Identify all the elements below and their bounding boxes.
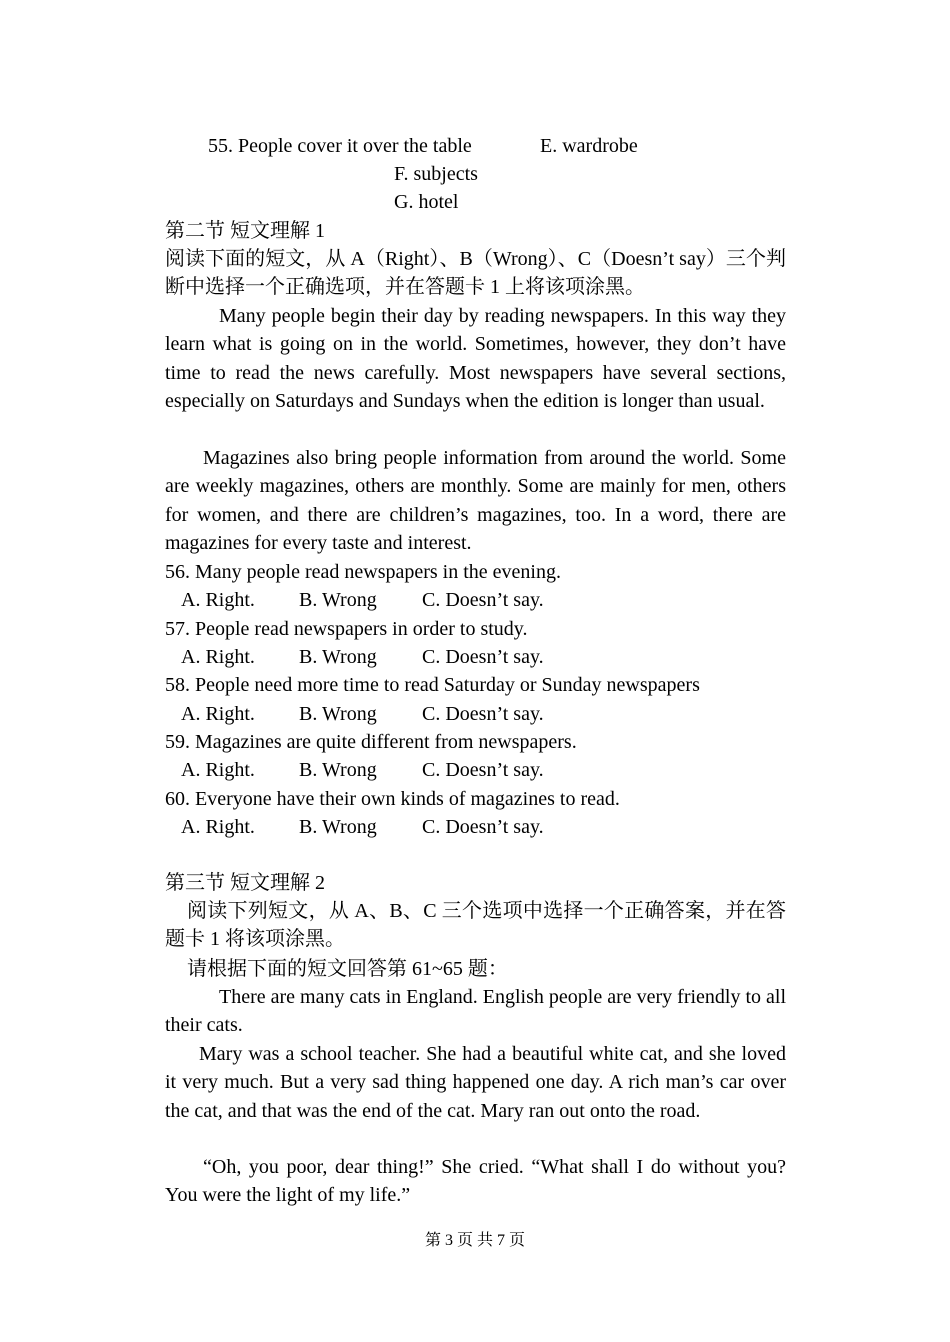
question-57: 57. People read newspapers in order to study. <box>165 618 528 640</box>
page-footer: 第 3 页 共 7 页 <box>424 1232 525 1249</box>
passage-1-paragraph-1: Many people begin their day by reading newspapers. In this way they learn what is going on in the world. Sometimes, however, they don’t have time to read the news carefully. Most newspapers have several sections, especially on Saturdays and Sundays when the edition is longer than usual. <box>165 305 786 413</box>
section-3-title: 第三节 短文理解 2 <box>165 872 325 894</box>
option-b: B. Wrong <box>299 816 377 838</box>
passage-2-paragraph-2: Mary was a school teacher. She had a beautiful white cat, and she loved it very much. But a very sad thing happened one day. A rich man’s car over the cat, and that was the end of the cat. Mary ran out onto the road. <box>165 1043 786 1122</box>
passage-1-paragraph-2: Magazines also bring people information from around the world. Some are weekly magazines, others are monthly. Some are mainly for men, others for women, and there are children’s magazines, too. In a word, there are magazines for every taste and interest. <box>165 447 786 555</box>
section-3-instruction: 阅读下列短文，从 A、B、C 三个选项中选择一个正确答案，并在答题卡 1 将该项涂黑。 <box>165 900 786 951</box>
option-a: A. Right. <box>181 589 255 611</box>
option-b: B. Wrong <box>299 589 377 611</box>
question-56: 56. Many people read newspapers in the evening. <box>165 561 561 583</box>
option-c: C. Doesn’t say. <box>422 759 544 781</box>
option-e: E. wardrobe <box>540 135 638 157</box>
option-b: B. Wrong <box>299 703 377 725</box>
question-58: 58. People need more time to read Saturday or Sunday newspapers <box>165 674 700 696</box>
option-g: G. hotel <box>394 191 459 213</box>
option-a: A. Right. <box>181 759 255 781</box>
question-59-options <box>181 756 544 784</box>
question-58-options <box>181 700 544 728</box>
option-c: C. Doesn’t say. <box>422 816 544 838</box>
option-f: F. subjects <box>394 163 478 185</box>
section-2-title: 第二节 短文理解 1 <box>165 220 325 242</box>
option-a: A. Right. <box>181 816 255 838</box>
question-56-options <box>181 586 544 614</box>
option-c: C. Doesn’t say. <box>422 589 544 611</box>
option-c: C. Doesn’t say. <box>422 703 544 725</box>
question-55: 55. People cover it over the table <box>208 135 472 157</box>
option-b: B. Wrong <box>299 759 377 781</box>
section-2-instruction: 阅读下面的短文，从 A（Right）、B（Wrong）、C（Doesn’t say）三个判断中选择一个正确选项，并在答题卡 1 上将该项涂黑。 <box>165 248 786 299</box>
passage-2-paragraph-3: “Oh, you poor, dear thing!” She cried. “What shall I do without you? You were the light of my life.” <box>165 1156 786 1207</box>
section-3-prompt: 请根据下面的短文回答第 61~65 题： <box>187 958 508 980</box>
question-60: 60. Everyone have their own kinds of magazines to read. <box>165 788 620 810</box>
question-59: 59. Magazines are quite different from newspapers. <box>165 731 577 753</box>
option-a: A. Right. <box>181 646 255 668</box>
question-57-options <box>181 643 544 671</box>
option-b: B. Wrong <box>299 646 377 668</box>
passage-2-paragraph-1: There are many cats in England. English people are very friendly to all their cats. <box>165 986 787 1037</box>
option-c: C. Doesn’t say. <box>422 646 544 668</box>
question-60-options <box>181 813 544 841</box>
option-a: A. Right. <box>181 703 255 725</box>
